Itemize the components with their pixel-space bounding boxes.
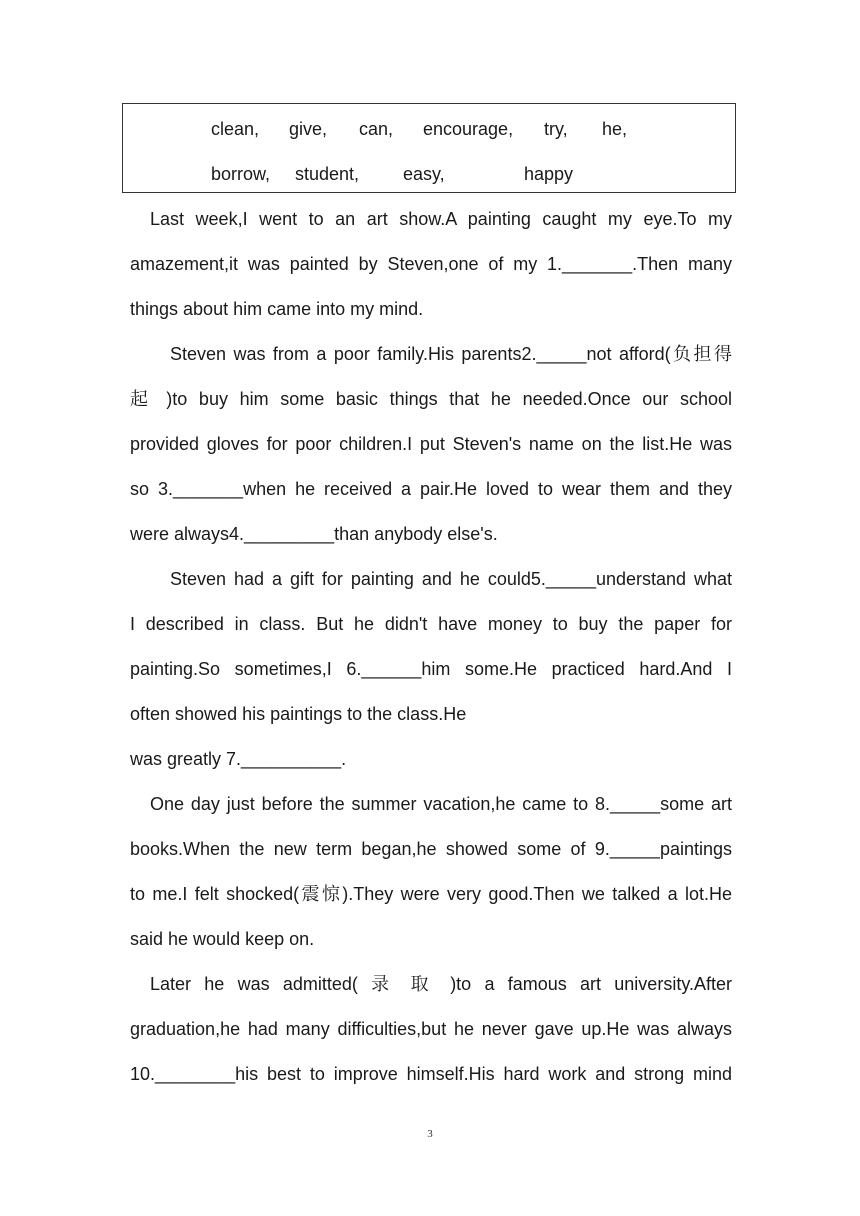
passage-line: Steven was from a poor family.His parents2._____not afford(负担得	[170, 344, 732, 364]
word-bank-item: encourage,	[423, 119, 514, 139]
word-bank-item: happy	[524, 164, 574, 184]
word-bank-item: borrow,	[211, 164, 271, 184]
passage-line: graduation,he had many difficulties,but he never gave up.He was always	[130, 1019, 732, 1039]
word-bank-item: easy,	[403, 164, 445, 184]
passage-line: Later he was admitted( 录 取 )to a famous art university.After	[150, 974, 732, 994]
passage-line: 起 )to buy him some basic things that he needed.Once our school	[130, 389, 732, 409]
page-number: 3	[427, 1128, 433, 1140]
passage-line: said he would keep on.	[130, 929, 315, 949]
passage-line: books.When the new term began,he showed some of 9._____paintings	[130, 839, 732, 859]
passage-line: Steven had a gift for painting and he could5._____understand what	[170, 569, 732, 589]
passage-line: often showed his paintings to the class.He	[130, 704, 467, 724]
word-bank-item: clean,	[211, 119, 260, 139]
passage-line: provided gloves for poor children.I put Steven's name on the list.He was	[130, 434, 732, 454]
passage-line: One day just before the summer vacation,he came to 8._____some art	[150, 794, 732, 814]
passage-line: 10.________his best to improve himself.His hard work and strong mind	[130, 1064, 732, 1084]
passage-line: was greatly 7.__________.	[130, 749, 347, 769]
passage-line: were always4._________than anybody else's.	[130, 524, 498, 544]
passage-line: I described in class. But he didn't have money to buy the paper for	[130, 614, 732, 634]
passage-line: amazement,it was painted by Steven,one of my 1._______.Then many	[130, 254, 732, 274]
word-bank-item: try,	[544, 119, 568, 139]
word-bank-item: give,	[289, 119, 328, 139]
passage-line: things about him came into my mind.	[130, 299, 424, 319]
passage-line: Last week,I went to an art show.A painting caught my eye.To my	[150, 209, 732, 229]
word-bank-item: he,	[602, 119, 628, 139]
passage-line: painting.So sometimes,I 6.______him some.He practiced hard.And I	[130, 659, 732, 679]
passage-line: to me.I felt shocked(震惊).They were very good.Then we talked a lot.He	[130, 884, 732, 904]
word-bank-item: can,	[359, 119, 394, 139]
word-bank-item: student,	[295, 164, 360, 184]
passage-line: so 3._______when he received a pair.He loved to wear them and they	[130, 479, 732, 499]
word-bank-box	[122, 103, 736, 193]
